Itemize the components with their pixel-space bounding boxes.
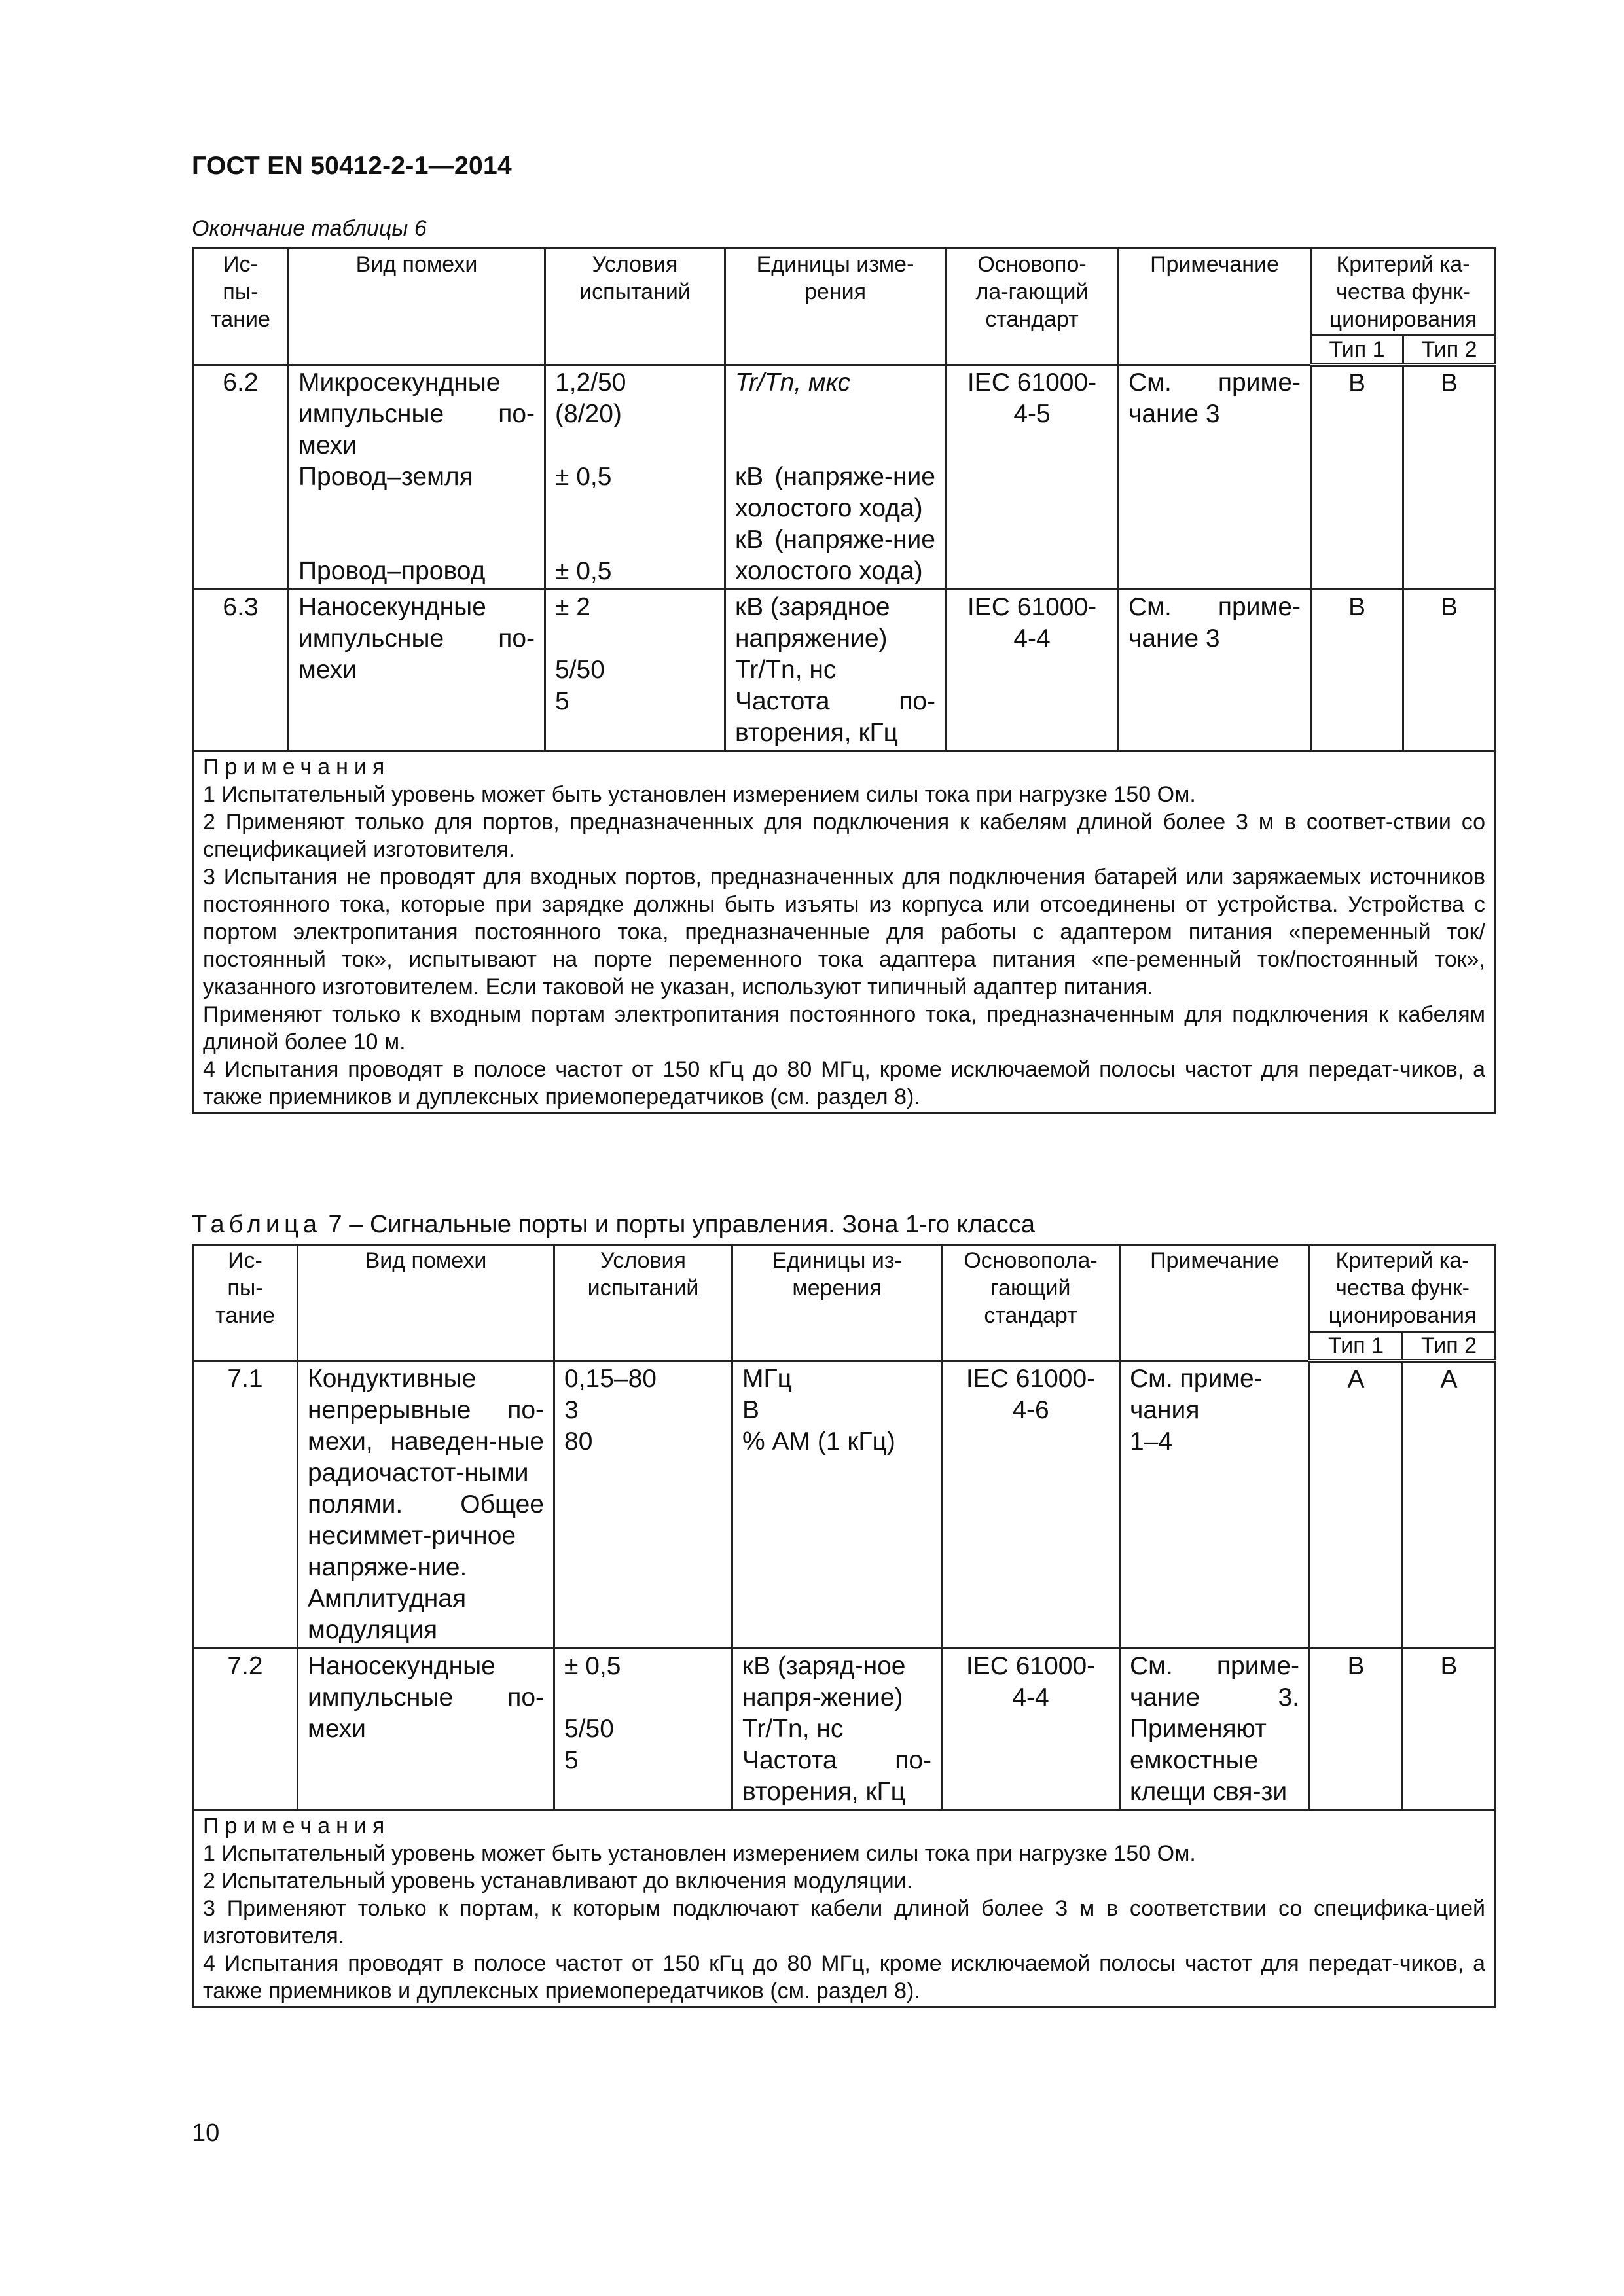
units-value: кВ (зарядное напряжение) (735, 592, 890, 653)
condition-value: ± 0,5 (555, 556, 612, 585)
table6-caption: Окончание таблицы 6 (192, 216, 427, 241)
units-value: Частота по-вторения, кГц (742, 1746, 931, 1806)
table-row (193, 1648, 1496, 1810)
condition-value: ± 2 (555, 592, 590, 621)
table7-header-row (193, 1245, 1496, 1332)
note-item: Применяют только к входным портам электропитания постоянного тока, предназначенным для подключения к кабелям длиной более 10 м. (203, 1001, 1486, 1054)
table6-notes (193, 751, 1496, 1113)
col-units: Единицы из- мерения (732, 1245, 942, 1361)
col-criterion: Критерий ка- чества функ- ционирования (1311, 249, 1496, 336)
units-value: кВ (напряже-ние холостого хода) (735, 462, 935, 522)
base-standard: IEC 61000- 4-5 (946, 365, 1119, 589)
units-value: кВ (напряже-ние холостого хода) (735, 525, 935, 585)
units-value: Tr/Tn, нс (735, 655, 837, 684)
note-item: 4 Испытания проводят в полосе частот от 150 кГц до 80 МГц, кроме исключаемой полосы частот для передат-чиков, а также приемников и дуплексных приемопередатчиков (см. раздел 8). (203, 1950, 1486, 2003)
type1-value: A (1310, 1361, 1403, 1648)
page-number: 10 (192, 2119, 220, 2147)
note-item: 3 Применяют только к портам, к которым подключают кабели длиной более 3 м в соответствии со специфика-цией изготовителя. (203, 1895, 1486, 1948)
document-code: ГОСТ EN 50412-2-1—2014 (192, 152, 512, 180)
base-standard: IEC 61000- 4-4 (946, 589, 1119, 751)
col-units: Единицы изме- рения (725, 249, 946, 365)
test-conditions (554, 1648, 732, 1810)
col-kind: Вид помехи (289, 249, 545, 365)
condition-value: 5 (555, 687, 569, 715)
units: МГц В % АМ (1 кГц) (732, 1361, 942, 1648)
table-row (193, 1361, 1496, 1648)
disturbance-kind: Наносекундные импульсные по-мехи (298, 1648, 554, 1810)
disturbance-kind: Кондуктивные непрерывные по-мехи, наведен-ные радиочастот-ными полями. Общее несиммет-ричное напряже-ние. Амплитудная модуляция (298, 1361, 554, 1648)
notes-title: Примечания (203, 1813, 391, 1839)
type2-value: A (1403, 1361, 1496, 1648)
condition-value: ± 0,5 (564, 1651, 621, 1680)
col-standard: Основопо- ла-гающий стандарт (946, 249, 1119, 365)
note-item: 3 Испытания не проводят для входных портов, предназначенных для подключения батарей или заряжаемых источников постоянного тока, которые при зарядке должны быть изъяты из корпуса или отсоединены от устройства. Устройства с портом электропитания постоянного тока, предназначенные для работы с адаптером питания «переменный ток/постоянный ток», испытывают на порте переменного тока адаптера питания «пе-ременный ток/постоянный ток», указанного изготовителем. Если таковой не указан, используют типичный адаптер питания. (203, 864, 1486, 999)
test-conditions: 0,15–80 3 80 (554, 1361, 732, 1648)
condition-value: ± 0,5 (555, 462, 612, 491)
type1-value: B (1311, 365, 1403, 589)
units-value: Tr/Tn, нс (742, 1714, 844, 1743)
note-item: 2 Применяют только для портов, предназначенных для подключения к кабелям длиной более 3 м в соответ-ствии со спецификацией изготовителя. (203, 809, 1486, 862)
col-kind: Вид помехи (298, 1245, 554, 1361)
table6-notes-row (193, 751, 1496, 1113)
units-value: кВ (заряд-ное напря-жение) (742, 1651, 906, 1712)
col-conditions: Условия испытаний (554, 1245, 732, 1361)
units-value: Частота по-вторения, кГц (735, 687, 935, 747)
test-number: 6.3 (193, 589, 289, 751)
units (725, 589, 946, 751)
disturbance-kind: Наносекундные импульсные по-мехи (289, 589, 545, 751)
table7-notes-row (193, 1810, 1496, 2007)
row-note: См. приме-чание 3 (1119, 365, 1311, 589)
col-standard: Основопола- гающий стандарт (942, 1245, 1120, 1361)
condition-value: 5 (564, 1746, 579, 1774)
row-note: См. приме-чание 3 (1119, 589, 1311, 751)
col-conditions: Условия испытаний (545, 249, 725, 365)
col-type2: Тип 2 (1403, 336, 1496, 365)
note-item: 1 Испытательный уровень может быть установлен измерением силы тока при нагрузке 150 Ом. (203, 1840, 1196, 1866)
table7-caption-prefix: Таблица (192, 1211, 321, 1238)
row-note: См. приме-чание 3. Применяют емкостные клещи свя-зи (1120, 1648, 1310, 1810)
note-item: 4 Испытания проводят в полосе частот от 150 кГц до 80 МГц, кроме исключаемой полосы частот для передат-чиков, а также приемников и дуплексных приемопередатчиков (см. раздел 8). (203, 1056, 1486, 1109)
units (732, 1648, 942, 1810)
col-note: Примечание (1119, 249, 1311, 365)
col-type2: Тип 2 (1403, 1332, 1496, 1361)
type2-value: B (1403, 1648, 1496, 1810)
test-number: 6.2 (193, 365, 289, 589)
table7-caption-text: 7 – Сигнальные порты и порты управления. Зона 1-го класса (321, 1211, 1036, 1238)
col-note: Примечание (1120, 1245, 1310, 1361)
table7-notes (193, 1810, 1496, 2007)
type1-value: B (1311, 589, 1403, 751)
col-test: Ис- пы- тание (193, 1245, 298, 1361)
type2-value: B (1403, 589, 1496, 751)
col-test: Ис- пы- тание (193, 249, 289, 365)
condition-value: 5/50 (564, 1714, 614, 1743)
notes-title: Примечания (203, 754, 391, 780)
kind-text: Микросекундные импульсные по-мехи (298, 368, 535, 459)
type1-value: B (1310, 1648, 1403, 1810)
table7-caption (192, 1211, 1035, 1239)
table6-header-row (193, 249, 1496, 336)
disturbance-kind (289, 365, 545, 589)
base-standard: IEC 61000- 4-6 (942, 1361, 1120, 1648)
table6 (192, 247, 1496, 1114)
test-number: 7.1 (193, 1361, 298, 1648)
test-number: 7.2 (193, 1648, 298, 1810)
base-standard: IEC 61000- 4-4 (942, 1648, 1120, 1810)
table-row (193, 365, 1496, 589)
table7 (192, 1244, 1496, 2008)
col-type1: Тип 1 (1310, 1332, 1403, 1361)
type2-value: B (1403, 365, 1496, 589)
condition-value: 1,2/50 (8/20) (555, 368, 626, 428)
row-note: См. приме-чания 1–4 (1120, 1361, 1310, 1648)
note-item: 1 Испытательный уровень может быть установлен измерением силы тока при нагрузке 150 Ом. (203, 781, 1196, 807)
units-value: Tr/Tn, мкс (735, 368, 851, 397)
col-criterion: Критерий ка- чества функ- ционирования (1310, 1245, 1496, 1332)
kind-text: Провод–провод (298, 556, 486, 585)
test-conditions (545, 589, 725, 751)
condition-value: 5/50 (555, 655, 605, 684)
col-type1: Тип 1 (1311, 336, 1403, 365)
table-row (193, 589, 1496, 751)
units (725, 365, 946, 589)
test-conditions (545, 365, 725, 589)
kind-text: Провод–земля (298, 462, 473, 491)
note-item: 2 Испытательный уровень устанавливают до включения модуляции. (203, 1868, 913, 1893)
